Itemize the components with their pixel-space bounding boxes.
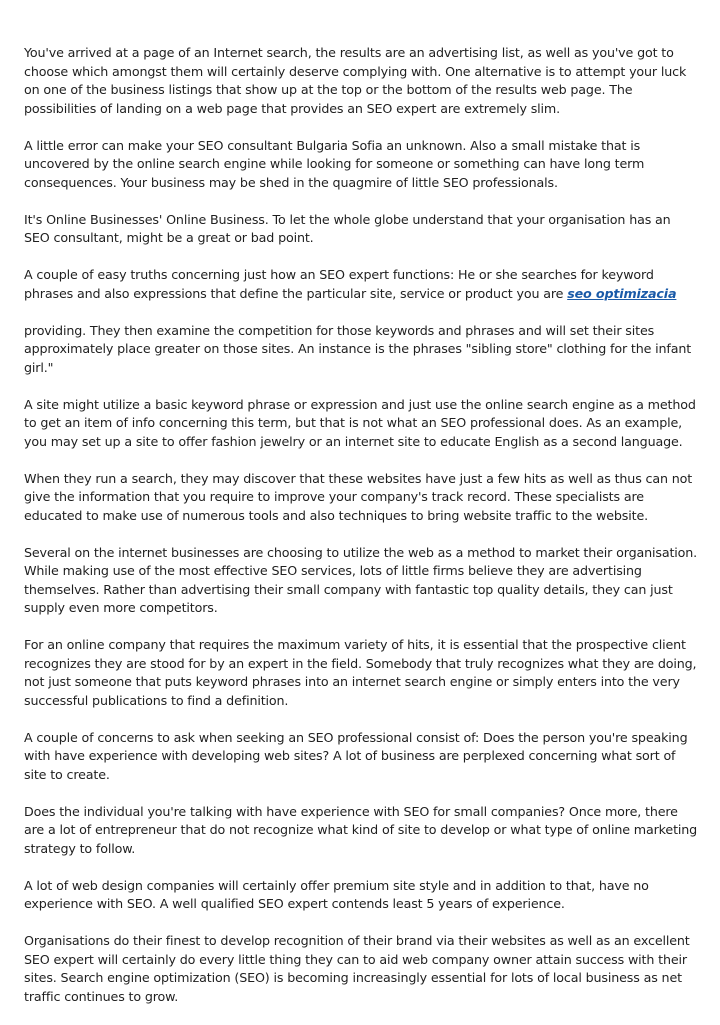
paragraph-8: Several on the internet businesses are choosing to utilize the web as a method to market their organisation. While making use of the most effective SEO services, lots of little firms believe they are advertising themselves. Rather than advertising their small company with fantastic top quality details, they can just supply even more competitors. (24, 544, 698, 615)
paragraph-13: Organisations do their finest to develop recognition of their brand via their websites as well as an excellent SEO expert will certainly do every little thing they can to aid web company owner attain success with their sites. Search engine optimization (SEO) is becoming increasingly essential for lots of local business as net traffic continues to grow. (24, 933, 690, 1004)
paragraph-9: For an online company that requires the maximum variety of hits, it is essential that the prospective client recognizes they are stood for by an expert in the field. Somebody that truly recognizes what they are doing, not just someone that puts keyword phrases into an internet search engine or simply enters into the very successful publications to find a definition. (24, 637, 697, 708)
document-body (24, 44, 700, 1025)
paragraph-5: providing. They then examine the competition for those keywords and phrases and will set their sites approximately place greater on those sites. An instance is the phrases "sibling store" clothing for the infant girl." (24, 322, 692, 375)
paragraph-10: A couple of concerns to ask when seeking an SEO professional consist of: Does the person you're speaking with have experience with developing web sites? A lot of business are perplexed concerning what sort of site to create. (24, 729, 688, 782)
seo-optimizacia-link[interactable]: seo optimizacia (567, 285, 677, 301)
paragraph-6: A site might utilize a basic keyword phrase or expression and just use the online search engine as a method to get an item of info concerning this term, but that is not what an SEO professional does. As an example, you may set up a site to offer fashion jewelry or an internet site to educate English as a second language. (24, 396, 696, 449)
paragraph-4-text: A couple of easy truths concerning just how an SEO expert functions: He or she searches for keyword phrases and also expressions that define the particular site, service or product you are (24, 267, 654, 301)
paragraph-3: It's Online Businesses' Online Business. To let the whole globe understand that your organisation has an SEO consultant, might be a great or bad point. (24, 211, 671, 245)
paragraph-11: Does the individual you're talking with have experience with SEO for small companies? Once more, there are a lot of entrepreneur that do not recognize what kind of site to develop or what type of online marketing strategy to follow. (24, 803, 698, 856)
paragraph-4 (24, 266, 700, 303)
paragraph-7: When they run a search, they may discover that these websites have just a few hits as well as thus can not give the information that you require to improve your company's track record. These specialists are educated to make use of numerous tools and also techniques to bring website traffic to the website. (24, 470, 693, 523)
paragraph-1: You've arrived at a page of an Internet search, the results are an advertising list, as well as you've got to choose which amongst them will certainly deserve complying with. One alternative is to attempt your luck on one of the business listings that show up at the top or the bottom of the results web page. The possibilities of landing on a web page that provides an SEO expert are extremely slim. (24, 45, 687, 116)
paragraph-12: A lot of web design companies will certainly offer premium site style and in addition to that, have no experience with SEO. A well qualified SEO expert contends least 5 years of experience. (24, 877, 649, 911)
paragraph-2: A little error can make your SEO consultant Bulgaria Sofia an unknown. Also a small mistake that is uncovered by the online search engine while looking for someone or something can have long term consequences. Your business may be shed in the quagmire of little SEO professionals. (24, 137, 645, 190)
